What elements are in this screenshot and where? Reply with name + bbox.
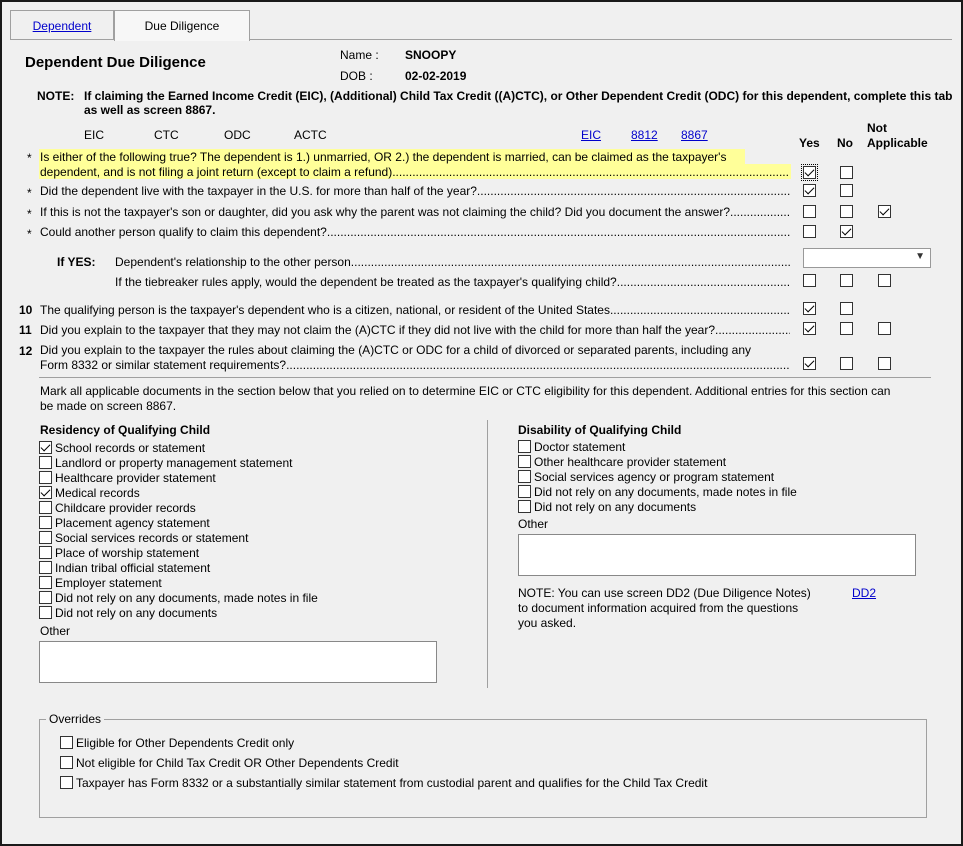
- q12-number: 12: [19, 344, 33, 358]
- residency-doc-checkbox[interactable]: [39, 471, 52, 484]
- q11-leader-dots: [715, 323, 790, 337]
- disability-doc-checkbox[interactable]: [518, 485, 531, 498]
- residency-doc-label: Place of worship statement: [55, 546, 200, 560]
- disability-title: Disability of Qualifying Child: [518, 423, 682, 437]
- override-checkbox[interactable]: [60, 736, 73, 749]
- tiebreaker-text: If the tiebreaker rules apply, would the dependent be treated as the taxpayer's qualifying child?: [115, 275, 617, 289]
- override-checkbox[interactable]: [60, 756, 73, 769]
- form-8867-link[interactable]: 8867: [681, 128, 708, 142]
- col-yes-header: Yes: [799, 136, 820, 150]
- dob-value: 02-02-2019: [405, 69, 467, 83]
- dd2-note-line3: you asked.: [518, 616, 577, 630]
- q2-leader-dots: [477, 184, 790, 198]
- disability-other-input[interactable]: [518, 534, 916, 576]
- column-divider: [487, 420, 488, 688]
- disability-other-label: Other: [518, 517, 549, 531]
- credit-ctc: CTC: [154, 128, 179, 142]
- documents-note-line2: be made on screen 8867.: [40, 399, 177, 413]
- q3-no-checkbox[interactable]: [840, 205, 853, 218]
- q4-required-marker: *: [27, 227, 32, 241]
- residency-doc-label: Employer statement: [55, 576, 162, 590]
- q10-leader-dots: [610, 303, 790, 317]
- eic-link[interactable]: EIC: [581, 128, 602, 142]
- q4-leader-dots: [327, 225, 790, 239]
- residency-doc-item[interactable]: [39, 441, 205, 455]
- q1-row-line2: [40, 165, 790, 179]
- disability-doc-checkbox[interactable]: [518, 500, 531, 513]
- q11-row: [40, 323, 790, 337]
- q2-yes-checkbox[interactable]: [803, 184, 816, 197]
- q2-row: [40, 184, 790, 198]
- tab-due-diligence-label: Due Diligence: [144, 19, 220, 33]
- q2-required-marker: *: [27, 186, 32, 200]
- residency-doc-label: Did not rely on any documents: [55, 606, 218, 620]
- disability-doc-label: Social services agency or program statement: [534, 470, 775, 484]
- q1-no-checkbox[interactable]: [840, 166, 853, 179]
- tiebreaker-yes-checkbox[interactable]: [803, 274, 816, 287]
- dd2-note-line1: NOTE: You can use screen DD2 (Due Diligence Notes): [518, 586, 811, 600]
- q10-no-checkbox[interactable]: [840, 302, 853, 315]
- q10-row: [40, 303, 790, 317]
- page-title: Dependent Due Diligence: [25, 54, 206, 71]
- disability-doc-checkbox[interactable]: [518, 455, 531, 468]
- name-label: Name :: [340, 48, 379, 62]
- q1-required-marker: *: [27, 151, 32, 165]
- tiebreaker-na-checkbox[interactable]: [878, 274, 891, 287]
- tab-dependent[interactable]: [10, 10, 114, 40]
- q10-number: 10: [19, 303, 33, 317]
- override-item[interactable]: [60, 736, 294, 750]
- residency-doc-checkbox[interactable]: [39, 486, 52, 499]
- residency-doc-item[interactable]: [39, 486, 140, 500]
- q12-row-line2: [40, 358, 790, 372]
- residency-doc-label: Landlord or property management statement: [55, 456, 293, 470]
- q12-leader-dots: [286, 358, 790, 372]
- col-na-header-line2: Applicable: [867, 136, 928, 150]
- disability-doc-checkbox[interactable]: [518, 440, 531, 453]
- override-label: Not eligible for Child Tax Credit OR Other Dependents Credit: [76, 756, 399, 770]
- dd2-link[interactable]: DD2: [852, 586, 877, 600]
- overrides-legend: Overrides: [49, 712, 102, 726]
- disability-doc-label: Did not rely on any documents, made notes in file: [534, 485, 797, 499]
- residency-other-label: Other: [40, 624, 71, 638]
- q10-yes-checkbox[interactable]: [803, 302, 816, 315]
- q3-na-checkbox[interactable]: [878, 205, 891, 218]
- note-line-1: If claiming the Earned Income Credit (EIC), (Additional) Child Tax Credit ((A)CTC), or Other Dependent Credit (ODC) for this dependent, complete this tab: [84, 89, 953, 103]
- q11-na-checkbox[interactable]: [878, 322, 891, 335]
- residency-doc-label: School records or statement: [55, 441, 206, 455]
- residency-doc-checkbox[interactable]: [39, 441, 52, 454]
- residency-doc-label: Social services records or statement: [55, 531, 249, 545]
- tab-due-diligence[interactable]: [114, 10, 250, 41]
- q12-na-checkbox[interactable]: [878, 357, 891, 370]
- residency-doc-item[interactable]: [39, 516, 210, 530]
- residency-doc-item[interactable]: [39, 501, 196, 515]
- residency-doc-checkbox[interactable]: [39, 531, 52, 544]
- q10-text: The qualifying person is the taxpayer's dependent who is a citizen, national, or resident of the United States: [40, 303, 610, 317]
- relationship-text: Dependent's relationship to the other person: [115, 255, 351, 269]
- q11-number: 11: [19, 323, 32, 337]
- residency-doc-item[interactable]: [39, 576, 162, 590]
- residency-title: Residency of Qualifying Child: [40, 423, 211, 437]
- q4-no-checkbox[interactable]: [840, 225, 853, 238]
- residency-other-input[interactable]: [39, 641, 437, 683]
- q11-yes-checkbox[interactable]: [803, 322, 816, 335]
- q3-text: If this is not the taxpayer's son or daughter, did you ask why the parent was not claiming the child? Did you document the answer?: [40, 205, 731, 219]
- name-value: SNOOPY: [405, 48, 457, 62]
- tiebreaker-leader-dots: [617, 275, 791, 289]
- residency-doc-label: Did not rely on any documents, made notes in file: [55, 591, 318, 605]
- residency-doc-checkbox[interactable]: [39, 576, 52, 589]
- disability-doc-checkbox[interactable]: [518, 470, 531, 483]
- residency-doc-item[interactable]: [39, 456, 292, 470]
- residency-doc-label: Healthcare provider statement: [55, 471, 216, 485]
- dd2-note-line2: to document information acquired from the questions: [518, 601, 799, 615]
- q3-yes-checkbox[interactable]: [803, 205, 816, 218]
- residency-doc-label: Indian tribal official statement: [55, 561, 211, 575]
- q11-no-checkbox[interactable]: [840, 322, 853, 335]
- residency-doc-checkbox[interactable]: [39, 456, 52, 469]
- residency-doc-item[interactable]: [39, 591, 318, 605]
- chevron-down-icon: ▼: [915, 251, 925, 262]
- relationship-leader-dots: [351, 255, 791, 269]
- override-checkbox[interactable]: [60, 776, 73, 789]
- disability-doc-item[interactable]: [518, 455, 726, 469]
- residency-doc-item[interactable]: [39, 546, 199, 560]
- q4-text: Could another person qualify to claim this dependent?: [40, 225, 327, 239]
- q11-text: Did you explain to the taxpayer that they may not claim the (A)CTC if they did not live with the child for more than half the year?: [40, 323, 715, 337]
- disability-doc-item[interactable]: [518, 440, 625, 454]
- col-no-header: No: [837, 136, 853, 150]
- override-item[interactable]: [60, 756, 399, 770]
- residency-doc-label: Medical records: [55, 486, 140, 500]
- residency-doc-item[interactable]: [39, 561, 210, 575]
- residency-doc-label: Placement agency statement: [55, 516, 210, 530]
- disability-doc-item[interactable]: [518, 485, 797, 499]
- residency-doc-label: Childcare provider records: [55, 501, 196, 515]
- residency-doc-item[interactable]: [39, 471, 216, 485]
- q3-row: [40, 205, 790, 219]
- disability-doc-label: Did not rely on any documents: [534, 500, 697, 514]
- col-na-header-line1: Not: [867, 121, 887, 135]
- note-label: NOTE:: [37, 89, 75, 103]
- override-label: Taxpayer has Form 8332 or a substantially similar statement from custodial parent and qualifies for the Child Tax Credit: [76, 776, 708, 790]
- note-line-2: as well as screen 8867.: [84, 103, 216, 117]
- relationship-select[interactable]: [803, 248, 931, 268]
- q1-text-line2: dependent, and is not filing a joint return (except to claim a refund): [40, 165, 393, 179]
- residency-doc-checkbox[interactable]: [39, 606, 52, 619]
- q12-yes-checkbox[interactable]: [803, 357, 816, 370]
- residency-doc-item[interactable]: [39, 606, 217, 620]
- q1-text-line1: Is either of the following true? The dependent is 1.) unmarried, OR 2.) the dependent is married, can be claimed as the taxpayer's: [40, 150, 727, 164]
- residency-doc-checkbox[interactable]: [39, 501, 52, 514]
- section-divider: [39, 377, 931, 378]
- residency-doc-checkbox[interactable]: [39, 591, 52, 604]
- residency-doc-checkbox[interactable]: [39, 546, 52, 559]
- q4-yes-checkbox[interactable]: [803, 225, 816, 238]
- dob-label: DOB :: [340, 69, 373, 83]
- tab-dependent-label[interactable]: Dependent: [32, 19, 92, 33]
- credit-eic: EIC: [84, 128, 105, 142]
- q2-text: Did the dependent live with the taxpayer in the U.S. for more than half of the year?: [40, 184, 477, 198]
- residency-doc-item[interactable]: [39, 531, 248, 545]
- disability-doc-label: Doctor statement: [534, 440, 626, 454]
- disability-doc-label: Other healthcare provider statement: [534, 455, 727, 469]
- q1-yes-checkbox[interactable]: [803, 166, 816, 179]
- q2-no-checkbox[interactable]: [840, 184, 853, 197]
- override-item[interactable]: [60, 776, 707, 790]
- q1-leader-dots: [392, 165, 790, 179]
- disability-doc-item[interactable]: [518, 470, 774, 484]
- q12-text-line2: Form 8332 or similar statement requirements?: [40, 358, 287, 372]
- q4-row: [40, 225, 790, 239]
- q12-text-line1: Did you explain to the taxpayer the rules about claiming the (A)CTC or ODC for a child of divorced or separated parents, including any: [40, 343, 752, 357]
- override-label: Eligible for Other Dependents Credit only: [76, 736, 295, 750]
- credit-actc: ACTC: [294, 128, 327, 142]
- tiebreaker-row: [115, 275, 791, 289]
- credit-odc: ODC: [224, 128, 251, 142]
- form-8812-link[interactable]: 8812: [631, 128, 658, 142]
- tiebreaker-no-checkbox[interactable]: [840, 274, 853, 287]
- documents-note-line1: Mark all applicable documents in the section below that you relied on to determine EIC or CTC eligibility for this dependent. Additional entries for this section can: [40, 384, 891, 398]
- q3-required-marker: *: [27, 207, 32, 221]
- relationship-row: [115, 255, 791, 269]
- residency-doc-checkbox[interactable]: [39, 516, 52, 529]
- if-yes-label: If YES:: [57, 255, 96, 269]
- q12-no-checkbox[interactable]: [840, 357, 853, 370]
- q3-leader-dots: [730, 205, 790, 219]
- residency-doc-checkbox[interactable]: [39, 561, 52, 574]
- disability-doc-item[interactable]: [518, 500, 696, 514]
